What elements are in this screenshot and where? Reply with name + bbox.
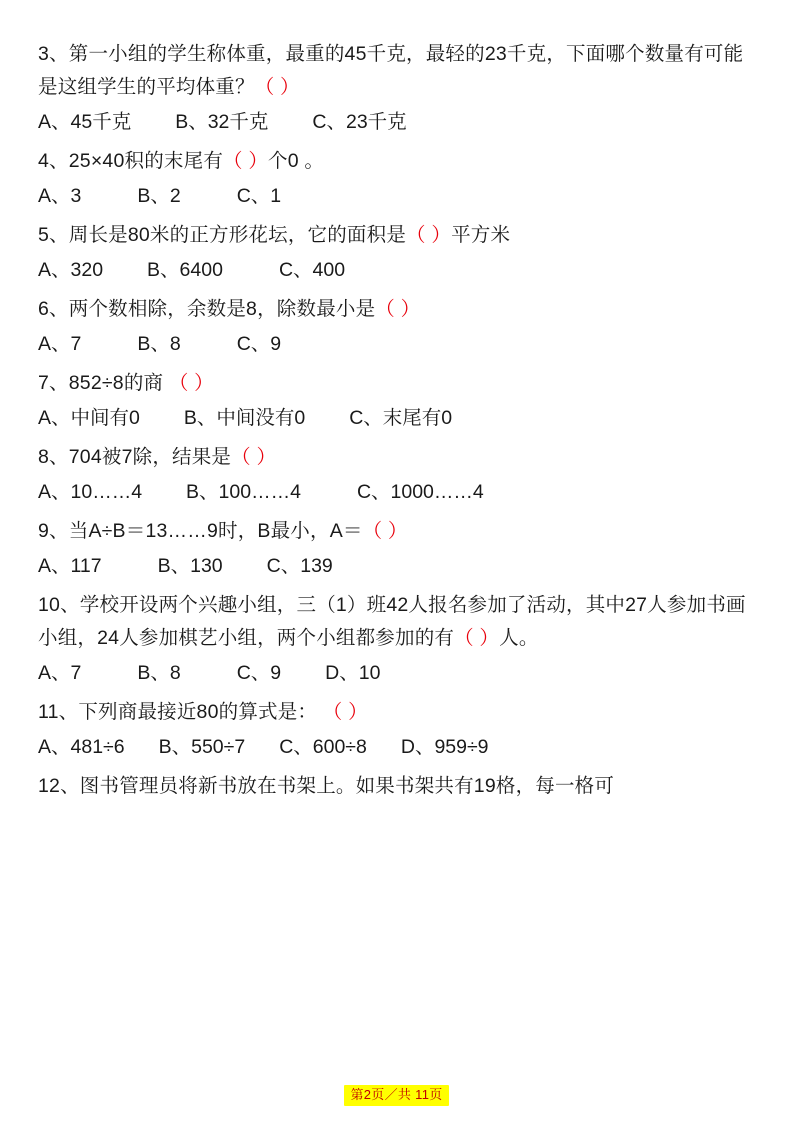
question-stem-q8 <box>38 441 747 474</box>
option-q11-d[interactable]: D、959÷9 <box>400 736 489 758</box>
question-stem-text-q12: 12、图书管理员将新书放在书架上。如果书架共有19格，每一格可 <box>38 775 615 797</box>
answer-blank-q11[interactable]: （ ） <box>322 701 368 723</box>
question-stem-q6 <box>38 293 747 326</box>
option-q6-c[interactable]: C、9 <box>236 333 282 355</box>
question-options-q10 <box>38 657 747 690</box>
question-stem-q7 <box>38 367 747 400</box>
option-q10-b[interactable]: B、8 <box>137 662 181 684</box>
answer-blank-q7[interactable]: （ ） <box>168 372 214 394</box>
question-stem-q4 <box>38 145 747 178</box>
question-stem-tail-q5: 平方米 <box>451 224 511 246</box>
question-block-q9 <box>38 515 747 583</box>
question-block-q5 <box>38 219 747 287</box>
answer-blank-q5[interactable]: （ ） <box>406 224 452 246</box>
question-block-q11 <box>38 696 747 764</box>
question-stem-q11 <box>38 696 747 729</box>
question-stem-text-q10: 10、学校开设两个兴趣小组，三（1）班42人报名参加了活动，其中27人参加书画小组，24人参加棋艺小组，两个小组都参加的有 <box>38 594 746 649</box>
option-q10-a[interactable]: A、7 <box>38 662 82 684</box>
option-q11-a[interactable]: A、481÷6 <box>38 736 125 758</box>
question-stem-tail-q4: 个0 。 <box>268 150 325 172</box>
option-q10-c[interactable]: C、9 <box>236 662 282 684</box>
question-stem-tail-q10: 人。 <box>499 627 539 649</box>
option-q5-c[interactable]: C、400 <box>278 259 346 281</box>
total-pages-label: 11页 <box>415 1087 443 1102</box>
question-options-q8 <box>38 476 747 509</box>
question-stem-q12 <box>38 770 747 803</box>
answer-blank-q10[interactable]: （ ） <box>454 627 500 649</box>
option-q11-c[interactable]: C、600÷8 <box>279 736 367 758</box>
option-q7-a[interactable]: A、中间有0 <box>38 407 140 429</box>
option-q9-c[interactable]: C、139 <box>266 555 333 577</box>
answer-blank-q8[interactable]: （ ） <box>231 446 277 468</box>
option-q3-a[interactable]: A、45千克 <box>38 111 132 133</box>
question-stem-text-q5: 5、周长是80米的正方形花坛，它的面积是 <box>38 224 407 246</box>
answer-blank-q3[interactable]: （ ） <box>254 76 300 98</box>
option-q8-b[interactable]: B、100……4 <box>186 481 301 503</box>
option-q3-b[interactable]: B、32千克 <box>175 111 269 133</box>
option-q8-a[interactable]: A、10……4 <box>38 481 143 503</box>
question-block-q7 <box>38 367 747 435</box>
question-options-q3 <box>38 106 747 139</box>
question-options-q5 <box>38 254 747 287</box>
question-block-q12 <box>38 770 747 803</box>
question-stem-q5 <box>38 219 747 252</box>
option-q4-b[interactable]: B、2 <box>137 185 181 207</box>
option-q9-b[interactable]: B、130 <box>157 555 223 577</box>
question-options-q6 <box>38 328 747 361</box>
option-q10-d[interactable]: D、10 <box>325 662 381 684</box>
option-q5-b[interactable]: B、6400 <box>147 259 223 281</box>
question-block-q3 <box>38 38 747 139</box>
question-block-q8 <box>38 441 747 509</box>
page-separator: ／共 <box>384 1087 412 1102</box>
option-q5-a[interactable]: A、320 <box>38 259 104 281</box>
question-block-q4 <box>38 145 747 213</box>
option-q4-a[interactable]: A、3 <box>38 185 82 207</box>
question-stem-text-q3: 3、第一小组的学生称体重，最重的45千克，最轻的23千克，下面哪个数量有可能是这组学生的平均体重？ <box>38 43 744 98</box>
question-stem-text-q9: 9、当A÷B＝13……9时，B最小，A＝ <box>38 520 363 542</box>
page-number-badge <box>344 1085 448 1106</box>
question-stem-text-q7: 7、852÷8的商 <box>38 372 164 394</box>
option-q6-a[interactable]: A、7 <box>38 333 82 355</box>
option-q7-b[interactable]: B、中间没有0 <box>183 407 306 429</box>
question-stem-q10 <box>38 589 747 655</box>
option-q6-b[interactable]: B、8 <box>137 333 181 355</box>
question-stem-text-q6: 6、两个数相除，余数是8，除数最小是 <box>38 298 376 320</box>
question-stem-text-q4: 4、25×40积的末尾有 <box>38 150 224 172</box>
option-q4-c[interactable]: C、1 <box>236 185 282 207</box>
option-q11-b[interactable]: B、550÷7 <box>158 736 246 758</box>
answer-blank-q6[interactable]: （ ） <box>375 298 421 320</box>
current-page-label: 第2页 <box>350 1087 385 1102</box>
question-stem-text-q8: 8、704被7除，结果是 <box>38 446 232 468</box>
option-q3-c[interactable]: C、23千克 <box>312 111 407 133</box>
page-footer <box>0 1085 793 1106</box>
question-stem-q3 <box>38 38 747 104</box>
question-options-q9 <box>38 550 747 583</box>
question-options-q7 <box>38 402 747 435</box>
answer-blank-q9[interactable]: （ ） <box>362 520 408 542</box>
question-stem-text-q11: 11、下列商最接近80的算式是： <box>38 701 318 723</box>
question-stem-q9 <box>38 515 747 548</box>
answer-blank-q4[interactable]: （ ） <box>223 150 269 172</box>
question-options-q11 <box>38 731 747 764</box>
option-q9-a[interactable]: A、117 <box>38 555 102 577</box>
question-block-q6 <box>38 293 747 361</box>
question-options-q4 <box>38 180 747 213</box>
question-block-q10 <box>38 589 747 690</box>
option-q8-c[interactable]: C、1000……4 <box>356 481 484 503</box>
option-q7-c[interactable]: C、末尾有0 <box>349 407 453 429</box>
